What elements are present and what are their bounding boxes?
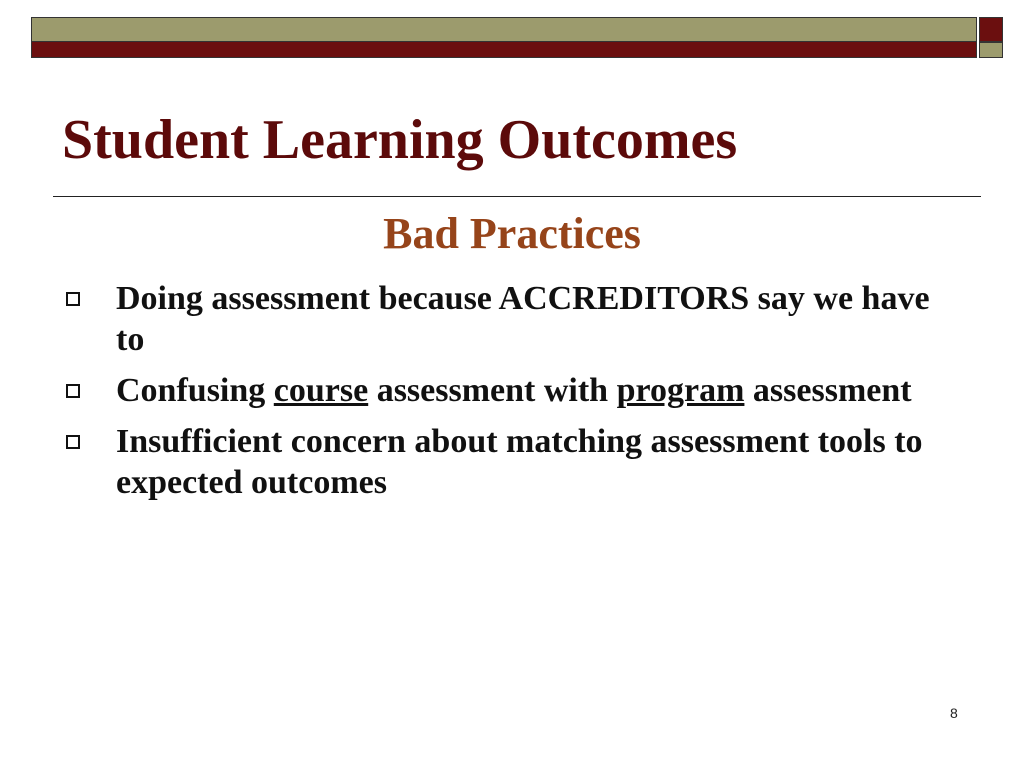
bullet-text: Insufficient concern about matching assessment tools to expected outcomes <box>116 423 923 501</box>
bullet-text-part: Confusing <box>116 372 274 409</box>
hollow-square-bullet-icon <box>66 292 80 306</box>
underlined-term-program: program <box>616 372 745 409</box>
hollow-square-bullet-icon <box>66 384 80 398</box>
header-band-olive <box>31 17 977 42</box>
page-number: 8 <box>950 705 958 721</box>
bullet-item <box>66 370 946 411</box>
bullet-text-part: assessment with <box>368 372 617 409</box>
bullet-text-part: assessment <box>744 372 912 409</box>
header-band-maroon <box>31 41 977 58</box>
bullet-list <box>66 278 946 513</box>
slide-title: Student Learning Outcomes <box>62 109 738 171</box>
bullet-text: Doing assessment because ACCREDITORS say we have to <box>116 280 930 358</box>
bullet-item <box>66 421 946 503</box>
bullet-item <box>66 278 946 360</box>
slide-subtitle: Bad Practices <box>383 209 641 258</box>
corner-square-olive <box>979 42 1003 58</box>
hollow-square-bullet-icon <box>66 435 80 449</box>
title-divider <box>53 196 981 197</box>
corner-square-maroon <box>979 17 1003 42</box>
underlined-term-course: course <box>273 372 369 409</box>
